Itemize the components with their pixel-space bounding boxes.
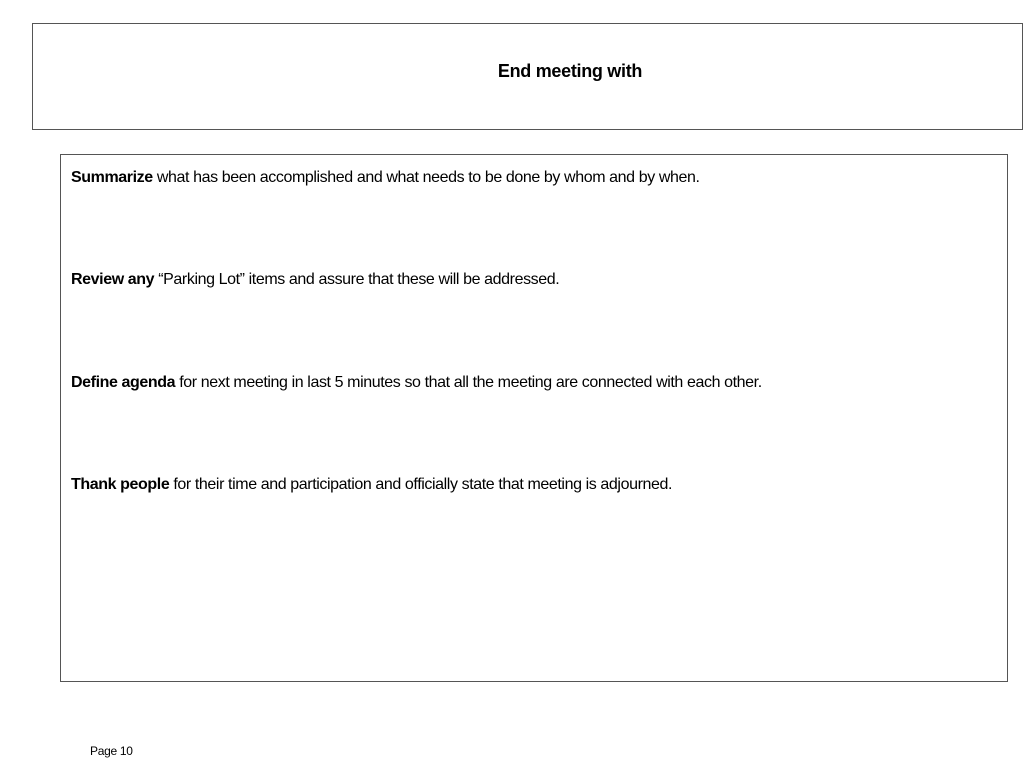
point-review <box>71 270 559 290</box>
title-box <box>32 23 1023 130</box>
point-text: for their time and participation and officially state that meeting is adjourned. <box>169 476 673 493</box>
point-lead: Define agenda <box>71 374 176 391</box>
point-text: “Parking Lot” items and assure that these will be addressed. <box>154 271 560 288</box>
point-thank-people <box>71 475 672 495</box>
point-define-agenda <box>71 373 762 393</box>
point-summarize <box>71 168 700 188</box>
point-lead: Summarize <box>71 169 153 186</box>
page-number: Page 10 <box>90 744 133 758</box>
point-lead: Review any <box>71 271 155 288</box>
point-text: for next meeting in last 5 minutes so that all the meeting are connected with each other. <box>175 374 762 391</box>
content-box <box>60 154 1008 682</box>
point-text: what has been accomplished and what needs to be done by whom and by when. <box>152 169 700 186</box>
slide-title: End meeting with <box>497 61 643 81</box>
point-lead: Thank people <box>71 476 170 493</box>
